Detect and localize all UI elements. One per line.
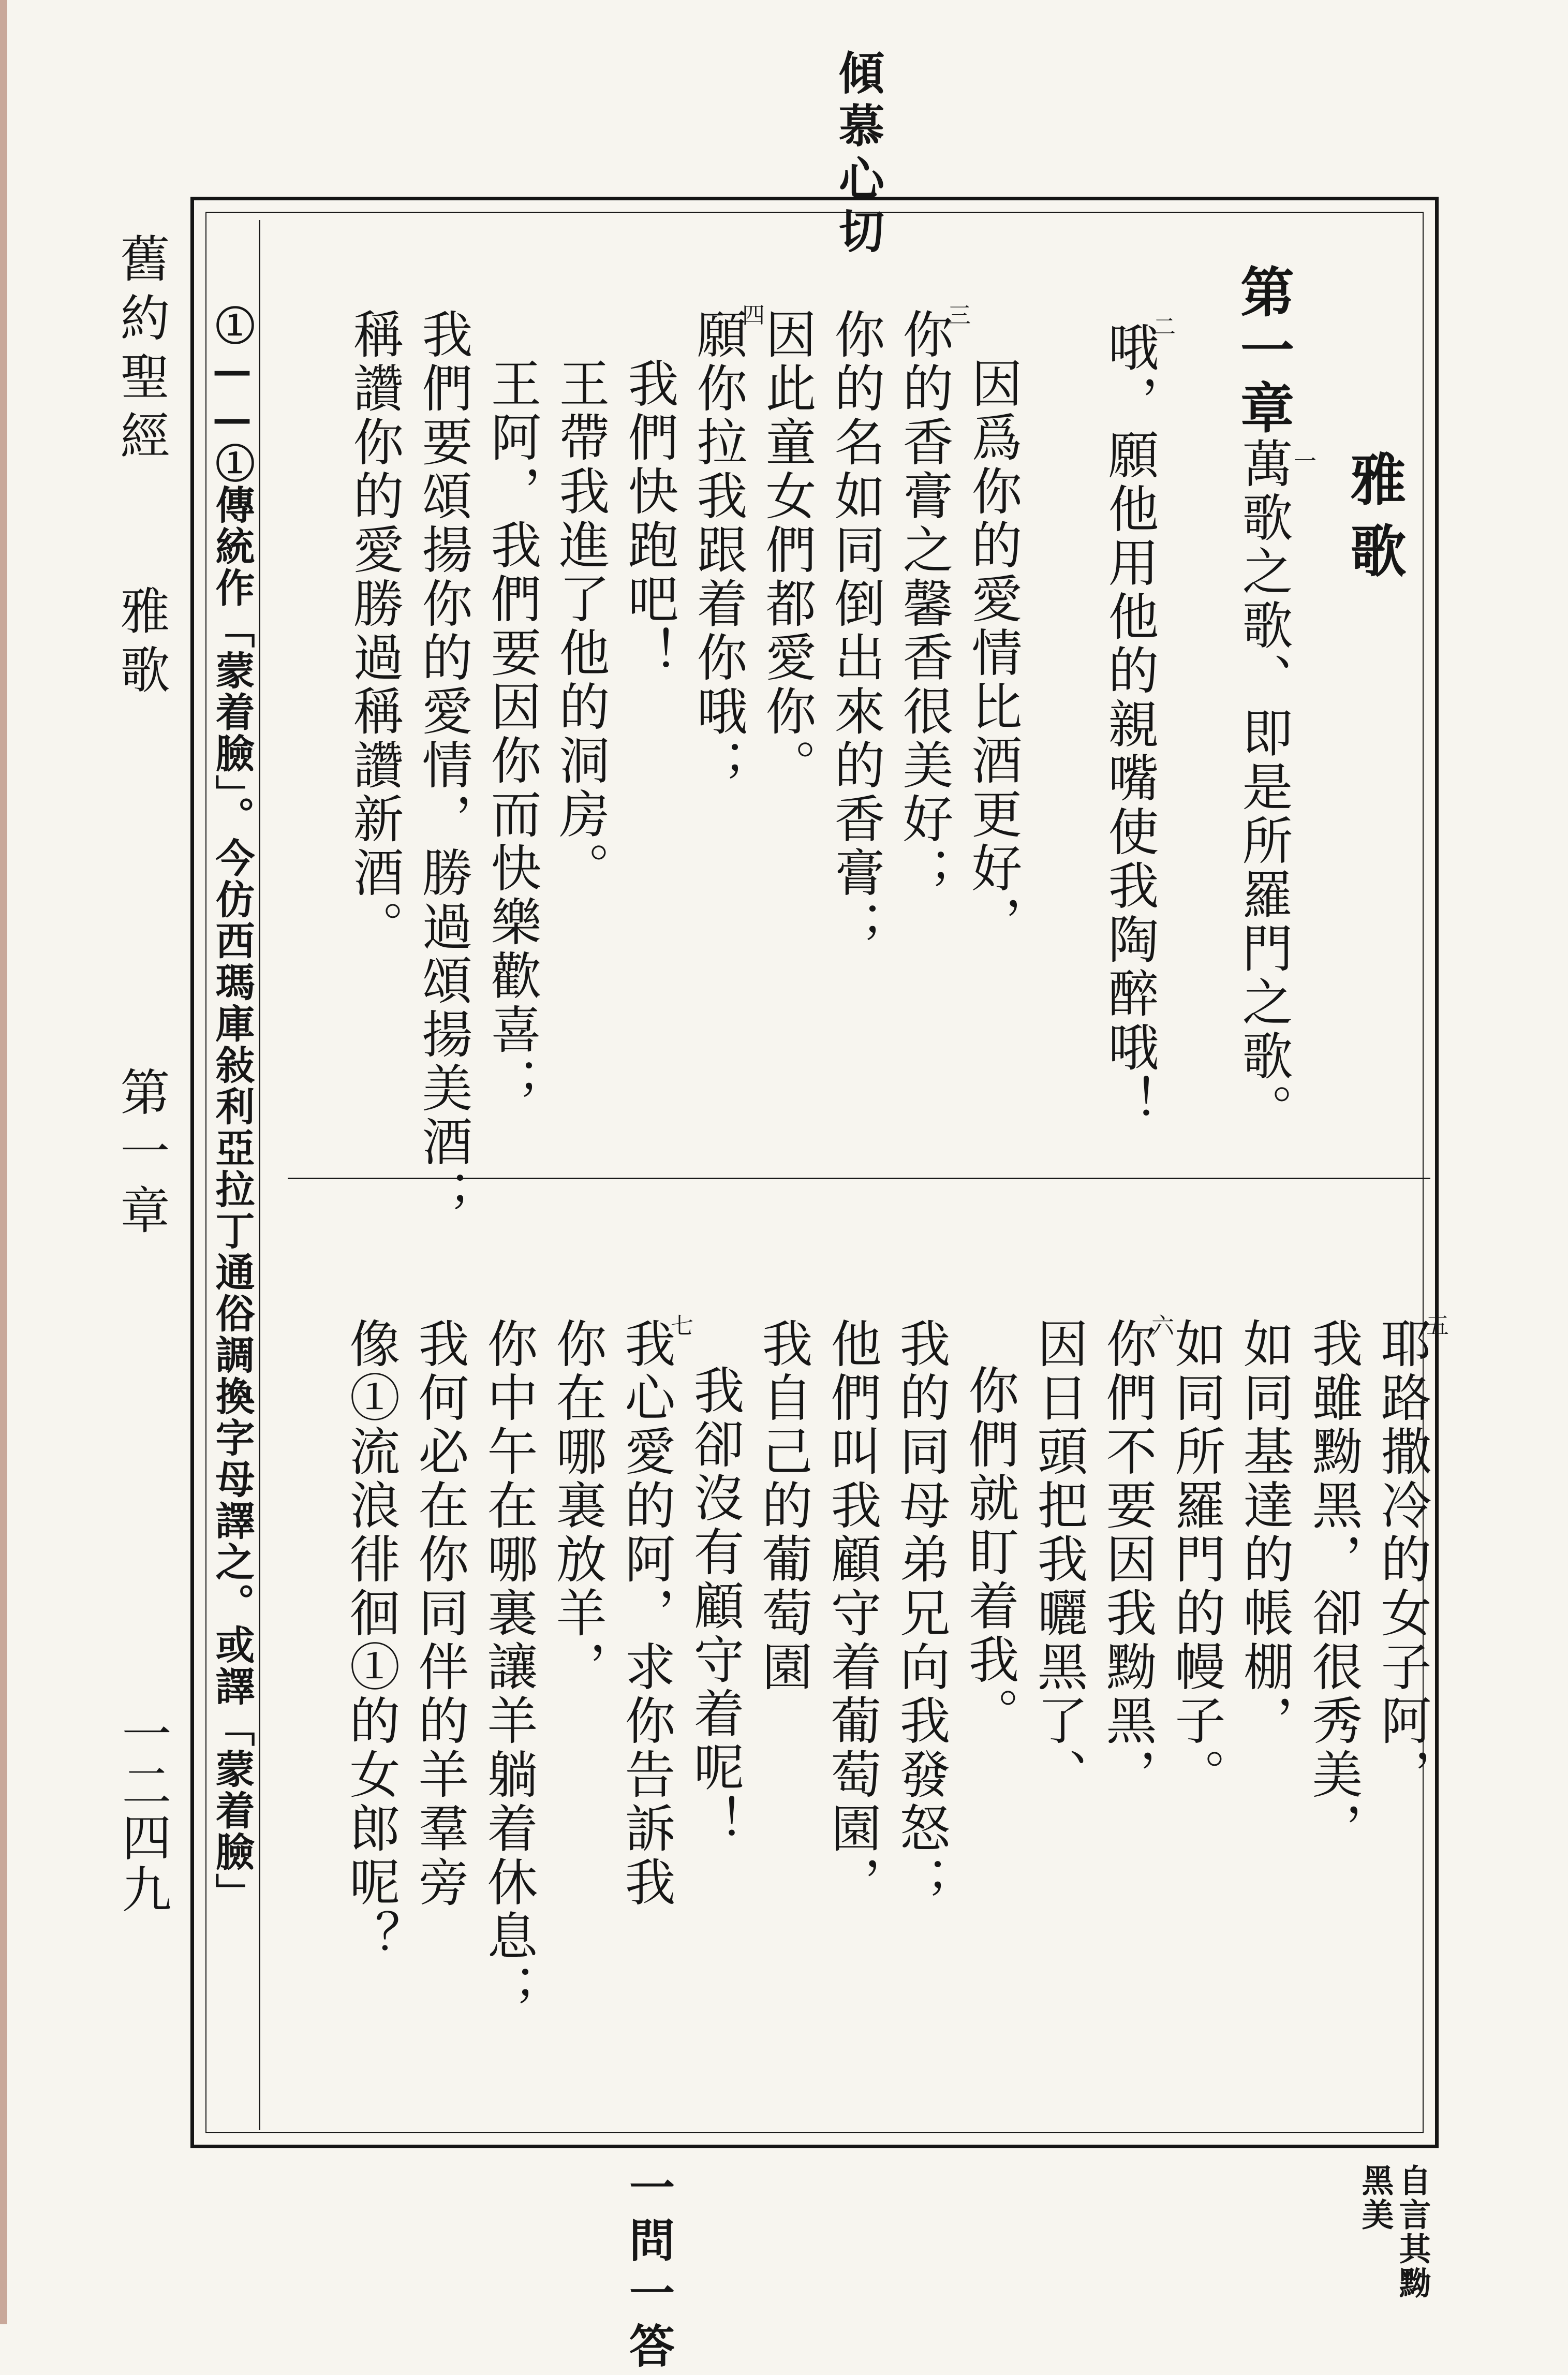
- verse-line: 我自己的葡萄園: [753, 1317, 812, 1694]
- book-name: 舊約聖經: [112, 233, 170, 469]
- chapter-label: 第一章: [1231, 264, 1295, 438]
- bottom-heading: 一問一答: [622, 2164, 676, 2375]
- verse-line: 如同基達的帳棚，: [1235, 1317, 1294, 1748]
- verse-line: 王阿，我們要因你而快樂歡喜；: [482, 357, 541, 1111]
- verse-number: 三: [948, 302, 971, 329]
- verse-line: 你的名如同倒出來的香膏；: [826, 308, 885, 954]
- verse-line: 我何必在你同伴的羊羣旁: [410, 1317, 469, 1910]
- verse-number: 五: [1426, 1313, 1449, 1339]
- verse-number: 二: [1153, 314, 1176, 340]
- verse-number: 四: [742, 302, 765, 329]
- margin-note: [1345, 2164, 1431, 2300]
- verse-line: 因此童女們都愛你。: [757, 308, 816, 793]
- verse-line: 我的同母弟兄向我發怒；: [891, 1317, 950, 1910]
- verse-line: 稱讚你的愛勝過稱讚新酒。: [345, 308, 404, 954]
- verse-line: 如同所羅門的幔子。: [1166, 1317, 1225, 1802]
- verse-line: 願你拉我跟着你哦；: [688, 308, 747, 793]
- verse-line: 我心愛的阿，求你告訴我: [616, 1317, 675, 1910]
- top-heading: 傾慕心切: [832, 49, 885, 260]
- page-number: 一二四九: [114, 1708, 172, 1915]
- section-name: 雅歌: [112, 585, 170, 703]
- verse-line: 你們就盯着我。: [960, 1364, 1019, 1741]
- footnote-divider: [259, 220, 260, 2130]
- margin-note-line-2: 黑美: [1356, 2164, 1394, 2232]
- chapter-name: 第一章: [112, 1066, 170, 1243]
- verse-line: 哦，願他用他的親嘴使我陶醉哦！: [1100, 321, 1159, 1128]
- verse-line: 我雖黝黑，卻很秀美，: [1304, 1317, 1363, 1856]
- book-title: 雅歌: [1341, 450, 1406, 593]
- page-edge: [0, 0, 7, 2324]
- verse-line: 像①流浪徘徊①的女郎呢？: [341, 1317, 400, 1963]
- verse-number: 七: [671, 1313, 693, 1339]
- verse-line: 你的香膏之馨香很美好；: [894, 308, 953, 900]
- verse-line: 王帶我進了他的洞房。: [551, 357, 610, 896]
- verse-line: 耶路撒冷的女子阿，: [1372, 1317, 1431, 1802]
- verse-number: 一: [1294, 448, 1316, 475]
- verse-line: 萬歌之歌、即是所羅門之歌。: [1234, 437, 1293, 1137]
- margin-note-line-1: 自言其黝: [1394, 2164, 1431, 2300]
- verse-line: 我們要頌揚你的愛情，勝過頌揚美酒；: [413, 308, 472, 1223]
- verse-line: 你在哪裏放羊，: [548, 1317, 607, 1694]
- verse-line: 你中午在哪裏讓羊躺着休息；: [479, 1317, 538, 2017]
- verse-line: 因日頭把我曬黑了、: [1029, 1317, 1088, 1802]
- verse-line: 我卻沒有顧守着呢！: [685, 1364, 744, 1849]
- verse-number: 六: [1151, 1313, 1174, 1339]
- verse-line: 你們不要因我黝黑，: [1098, 1317, 1157, 1802]
- footnote: ①——①傳統作「蒙着臉」。今仿西瑪庫敍利亞拉丁通俗調換字母譯之。或譯「蒙着臉」: [209, 305, 255, 1914]
- verse-line: 我們快跑吧！: [619, 357, 678, 680]
- verse-line: 因爲你的愛情比酒更好，: [963, 357, 1022, 949]
- verse-line: 他們叫我顧守着葡萄園，: [822, 1317, 881, 1910]
